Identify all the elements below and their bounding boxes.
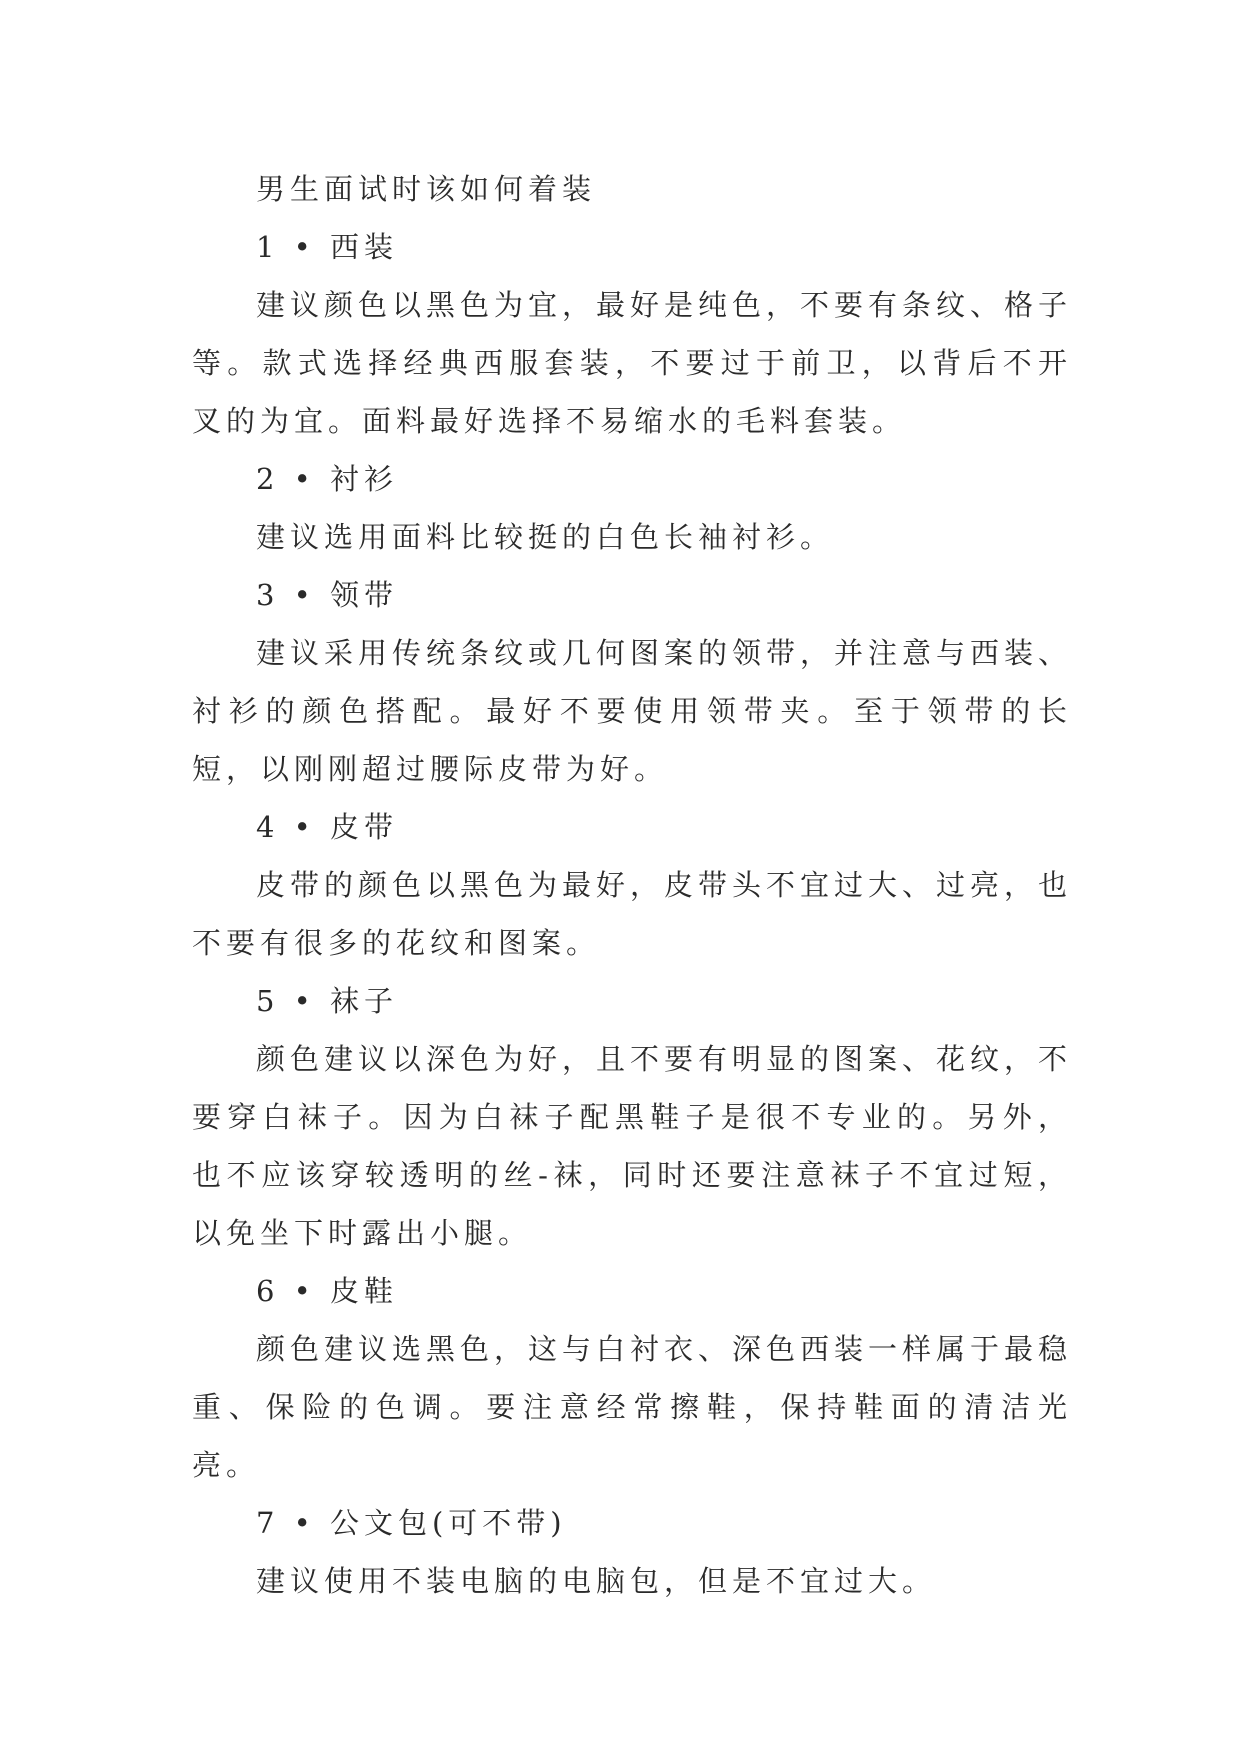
section-body-shoes: 颜色建议选黑色，这与白衬衣、深色西装一样属于最稳重、保险的色调。要注意经常擦鞋，保持鞋面的清洁光亮。 [192, 1332, 1073, 1482]
section-body-shirt: 建议选用面料比较挺的白色长袖衬衫。 [256, 520, 835, 554]
document-body [192, 160, 1072, 1610]
section-body-belt: 皮带的颜色以黑色为最好，皮带头不宜过大、过亮，也不要有很多的花纹和图案。 [192, 868, 1073, 960]
section-heading-socks: 5 • 袜子 [256, 984, 398, 1018]
section-heading-shoes: 6 • 皮鞋 [256, 1274, 398, 1308]
section-body-briefcase: 建议使用不装电脑的电脑包，但是不宜过大。 [256, 1564, 937, 1598]
section-heading-shirt: 2 • 衬衫 [256, 462, 398, 496]
section-heading-tie: 3 • 领带 [256, 578, 398, 612]
section-heading-briefcase: 7 • 公文包(可不带) [256, 1506, 567, 1540]
document-title: 男生面试时该如何着装 [256, 172, 597, 206]
section-heading-suit: 1 • 西装 [256, 230, 398, 264]
section-body-tie: 建议采用传统条纹或几何图案的领带，并注意与西装、衬衫的颜色搭配。最好不要使用领带夹。至于领带的长短，以刚刚超过腰际皮带为好。 [192, 636, 1073, 786]
section-body-suit: 建议颜色以黑色为宜，最好是纯色，不要有条纹、格子等。款式选择经典西服套装，不要过于前卫，以背后不开叉的为宜。面料最好选择不易缩水的毛料套装。 [192, 288, 1073, 438]
section-body-socks: 颜色建议以深色为好，且不要有明显的图案、花纹，不要穿白袜子。因为白袜子配黑鞋子是很不专业的。另外，也不应该穿较透明的丝-袜，同时还要注意袜子不宜过短，以免坐下时露出小腿。 [192, 1042, 1073, 1250]
section-heading-belt: 4 • 皮带 [256, 810, 398, 844]
